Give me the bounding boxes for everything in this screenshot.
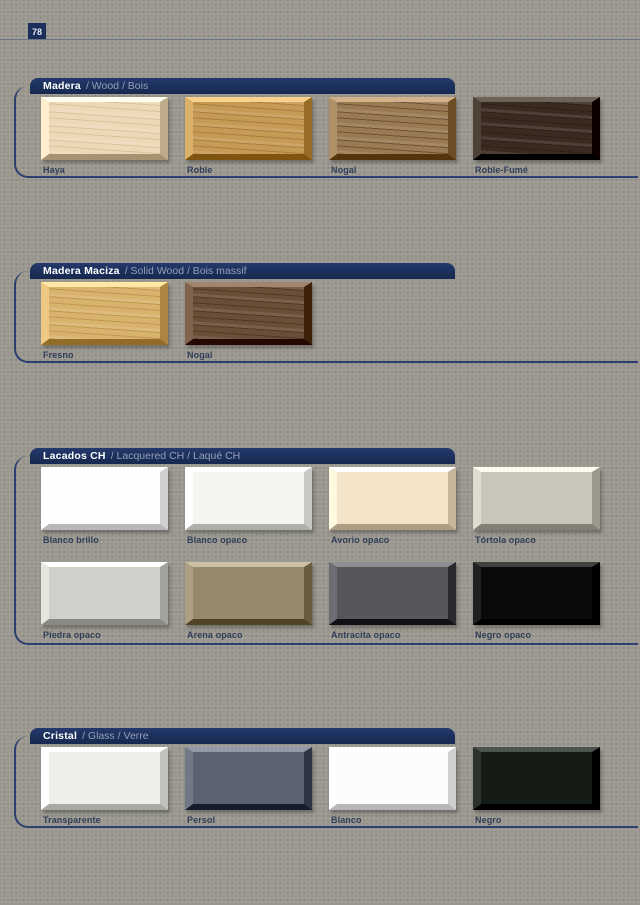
swatch-nogal (329, 97, 456, 175)
material-chip (41, 282, 168, 345)
material-chip (41, 747, 168, 810)
swatch-roble (185, 97, 312, 175)
swatch-fresno (41, 282, 168, 360)
swatch-row (41, 467, 600, 545)
section-madera-maciza (0, 263, 640, 373)
material-chip (329, 747, 456, 810)
section-header-lacados (30, 448, 455, 464)
section-subtitle: / Glass / Verre (82, 730, 149, 742)
material-chip (329, 467, 456, 530)
swatch-haya (41, 97, 168, 175)
swatch-label: Persol (187, 815, 216, 825)
swatch-label: Arena opaco (187, 630, 243, 640)
material-chip (185, 562, 312, 625)
swatch-label: Negro (475, 815, 502, 825)
swatch-label: Roble (187, 165, 213, 175)
section-title: Madera Maciza (43, 265, 120, 277)
section-title: Madera (43, 80, 81, 92)
swatch-nogal-macizo (185, 282, 312, 360)
swatch-blanco-opaco (185, 467, 312, 545)
section-lacados (0, 448, 640, 653)
swatch-row (41, 562, 600, 640)
material-chip (473, 747, 600, 810)
section-title: Cristal (43, 730, 78, 742)
swatch-label: Tórtola opaco (475, 535, 536, 545)
swatch-tortola-opaco (473, 467, 600, 545)
section-header-madera (30, 78, 455, 94)
swatch-label: Blanco brillo (43, 535, 99, 545)
swatch-avorio-opaco (329, 467, 456, 545)
swatch-label: Negro opaco (475, 630, 532, 640)
swatch-label: Nogal (187, 350, 213, 360)
swatch-transparente (41, 747, 168, 825)
material-chip (185, 97, 312, 160)
section-header-cristal (30, 728, 455, 744)
swatch-label: Nogal (331, 165, 357, 175)
swatch-label: Antracita opaco (331, 630, 401, 640)
swatch-blanco (329, 747, 456, 825)
material-chip (185, 747, 312, 810)
section-subtitle: / Solid Wood / Bois massif (124, 265, 247, 277)
material-chip (185, 467, 312, 530)
material-chip (473, 97, 600, 160)
swatch-piedra-opaco (41, 562, 168, 640)
material-chip (329, 562, 456, 625)
swatch-label: Blanco (331, 815, 362, 825)
swatch-negro-opaco (473, 562, 600, 640)
top-divider (0, 39, 640, 40)
swatch-roble-fume (473, 97, 600, 175)
section-subtitle: / Lacquered CH / Laqué CH (110, 450, 241, 462)
swatch-blanco-brillo (41, 467, 168, 545)
swatch-label: Roble-Fumé (475, 165, 529, 175)
swatch-row (41, 747, 600, 825)
material-chip (473, 467, 600, 530)
swatch-label: Piedra opaco (43, 630, 101, 640)
page-number: 78 (28, 23, 46, 40)
swatch-antracita-opaco (329, 562, 456, 640)
swatch-label: Fresno (43, 350, 74, 360)
swatch-row (41, 282, 312, 360)
swatch-label: Haya (43, 165, 65, 175)
material-chip (329, 97, 456, 160)
material-chip (41, 467, 168, 530)
section-cristal (0, 728, 640, 838)
material-chip (185, 282, 312, 345)
section-subtitle: / Wood / Bois (85, 80, 149, 92)
swatch-label: Avorio opaco (331, 535, 390, 545)
swatch-arena-opaco (185, 562, 312, 640)
swatch-negro (473, 747, 600, 825)
section-madera (0, 78, 640, 188)
section-title: Lacados CH (43, 450, 106, 462)
swatch-label: Blanco opaco (187, 535, 248, 545)
material-chip (473, 562, 600, 625)
material-chip (41, 97, 168, 160)
material-chip (41, 562, 168, 625)
swatch-label: Transparente (43, 815, 101, 825)
swatch-row (41, 97, 600, 175)
section-header-madera-maciza (30, 263, 455, 279)
swatch-persol (185, 747, 312, 825)
